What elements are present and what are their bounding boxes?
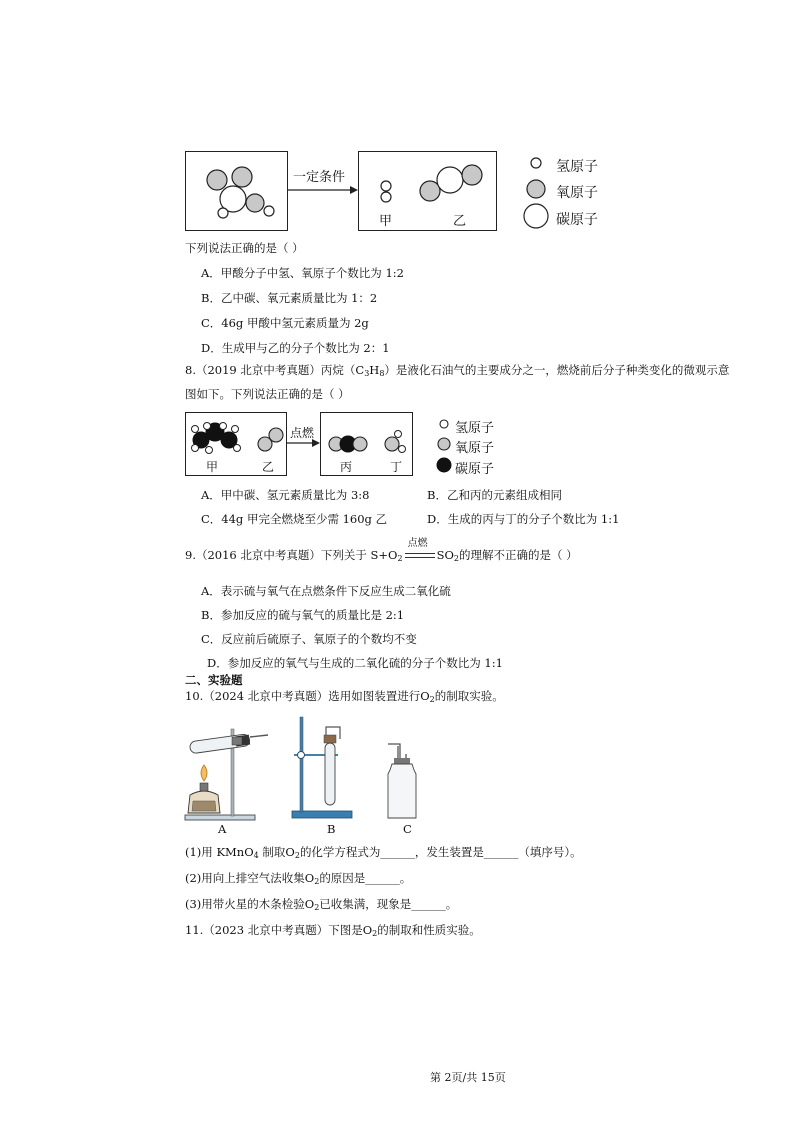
q11-stem: 11.（2023 北京中考真题）下图是$O_2$的制取和性质实验。 (185, 923, 481, 938)
apparatus-c (380, 740, 430, 824)
page-footer: 第 2页/共 15页 (430, 1071, 506, 1084)
q7-legend-symbols (520, 152, 550, 232)
q8-option-d: D．生成的丙与丁的分子个数比为 1:1 (427, 512, 620, 526)
q10-part3: (3)用带火星的木条检验$O_2$已收集满，现象是______。 (185, 897, 458, 912)
q8-arrow-label: 点燃 (290, 426, 315, 440)
q8-legend-symbols (432, 414, 456, 478)
q8-label-jia: 甲 (206, 460, 219, 474)
q9-stem: 9.（2016 北京中考真题）下列关于 $S+O_2$ 点燃 $SO_2$的理解不正确的是（ ） (185, 538, 578, 563)
q8-legend-oxygen: 氧原子 (455, 441, 495, 456)
q7-legend-hydrogen: 氢原子 (556, 159, 598, 175)
q9-condition: 点燃 (407, 538, 428, 549)
q7-option-c: C．46g 甲酸中氢元素质量为 2g (201, 316, 369, 330)
apparatus-a-label: A (218, 822, 227, 836)
q7-stem: 下列说法正确的是（ ） (185, 241, 304, 255)
q7-arrow (288, 184, 360, 196)
q7-reactant-molecule (185, 151, 288, 231)
q10-stem: 10.（2024 北京中考真题）选用如图装置进行$O_2$的制取实验。 (185, 689, 504, 704)
q8-label-yi: 乙 (262, 460, 275, 474)
apparatus-c-label: C (403, 822, 412, 836)
q8-legend-carbon: 碳原子 (455, 462, 495, 477)
q10-part1: (1)用 KMnO$_4$ 制取$O_2$的化学方程式为______，发生装置是______（填序号）。 (185, 845, 582, 860)
q7-option-a: A．甲酸分子中氢、氧原子个数比为 1:2 (201, 266, 404, 280)
q8-stem-line1: 8.（2019 北京中考真题）丙烷$(C_3H_8)$是液化石油气的主要成分之一，燃烧前后分子种类变化的微观示意 (185, 363, 730, 378)
apparatus-b (290, 715, 370, 823)
q7-legend-carbon: 碳原子 (556, 212, 598, 228)
q7-option-b: B．乙中碳、氧元素质量比为 1：2 (201, 291, 378, 305)
q7-arrow-label: 一定条件 (293, 170, 346, 185)
q7-legend-oxygen: 氧原子 (556, 185, 598, 201)
q7-label-yi: 乙 (453, 214, 467, 229)
apparatus-a (180, 715, 270, 823)
apparatus-b-label: B (327, 822, 336, 836)
q8-legend-hydrogen: 氢原子 (455, 421, 495, 436)
q9-equals-sign (405, 553, 435, 558)
q9-option-c: C．反应前后硫原子、氧原子的个数均不变 (201, 632, 417, 646)
q7-label-jia: 甲 (379, 214, 393, 229)
q9-option-b: B．参加反应的硫与氧气的质量比是 2:1 (201, 608, 405, 622)
q8-stem-line2: 图如下。下列说法正确的是（ ） (185, 387, 350, 401)
q8-label-bing: 丙 (340, 460, 353, 474)
q8-label-ding: 丁 (390, 460, 403, 474)
q8-option-b: B．乙和丙的元素组成相同 (427, 488, 562, 502)
q9-option-d: D．参加反应的氧气与生成的二氧化硫的分子个数比为 1:1 (207, 656, 503, 670)
q9-option-a: A．表示硫与氧气在点燃条件下反应生成二氧化硫 (201, 584, 451, 598)
q7-option-d: D．生成甲与乙的分子个数比为 2：1 (201, 341, 390, 355)
section-title: 二、实验题 (185, 673, 243, 687)
q8-option-a: A．甲中碳、氢元素质量比为 3:8 (201, 488, 370, 502)
q8-option-c: C．44g 甲完全燃烧至少需 160g 乙 (201, 512, 388, 526)
q10-part2: (2)用向上排空气法收集$O_2$的原因是______。 (185, 871, 412, 886)
